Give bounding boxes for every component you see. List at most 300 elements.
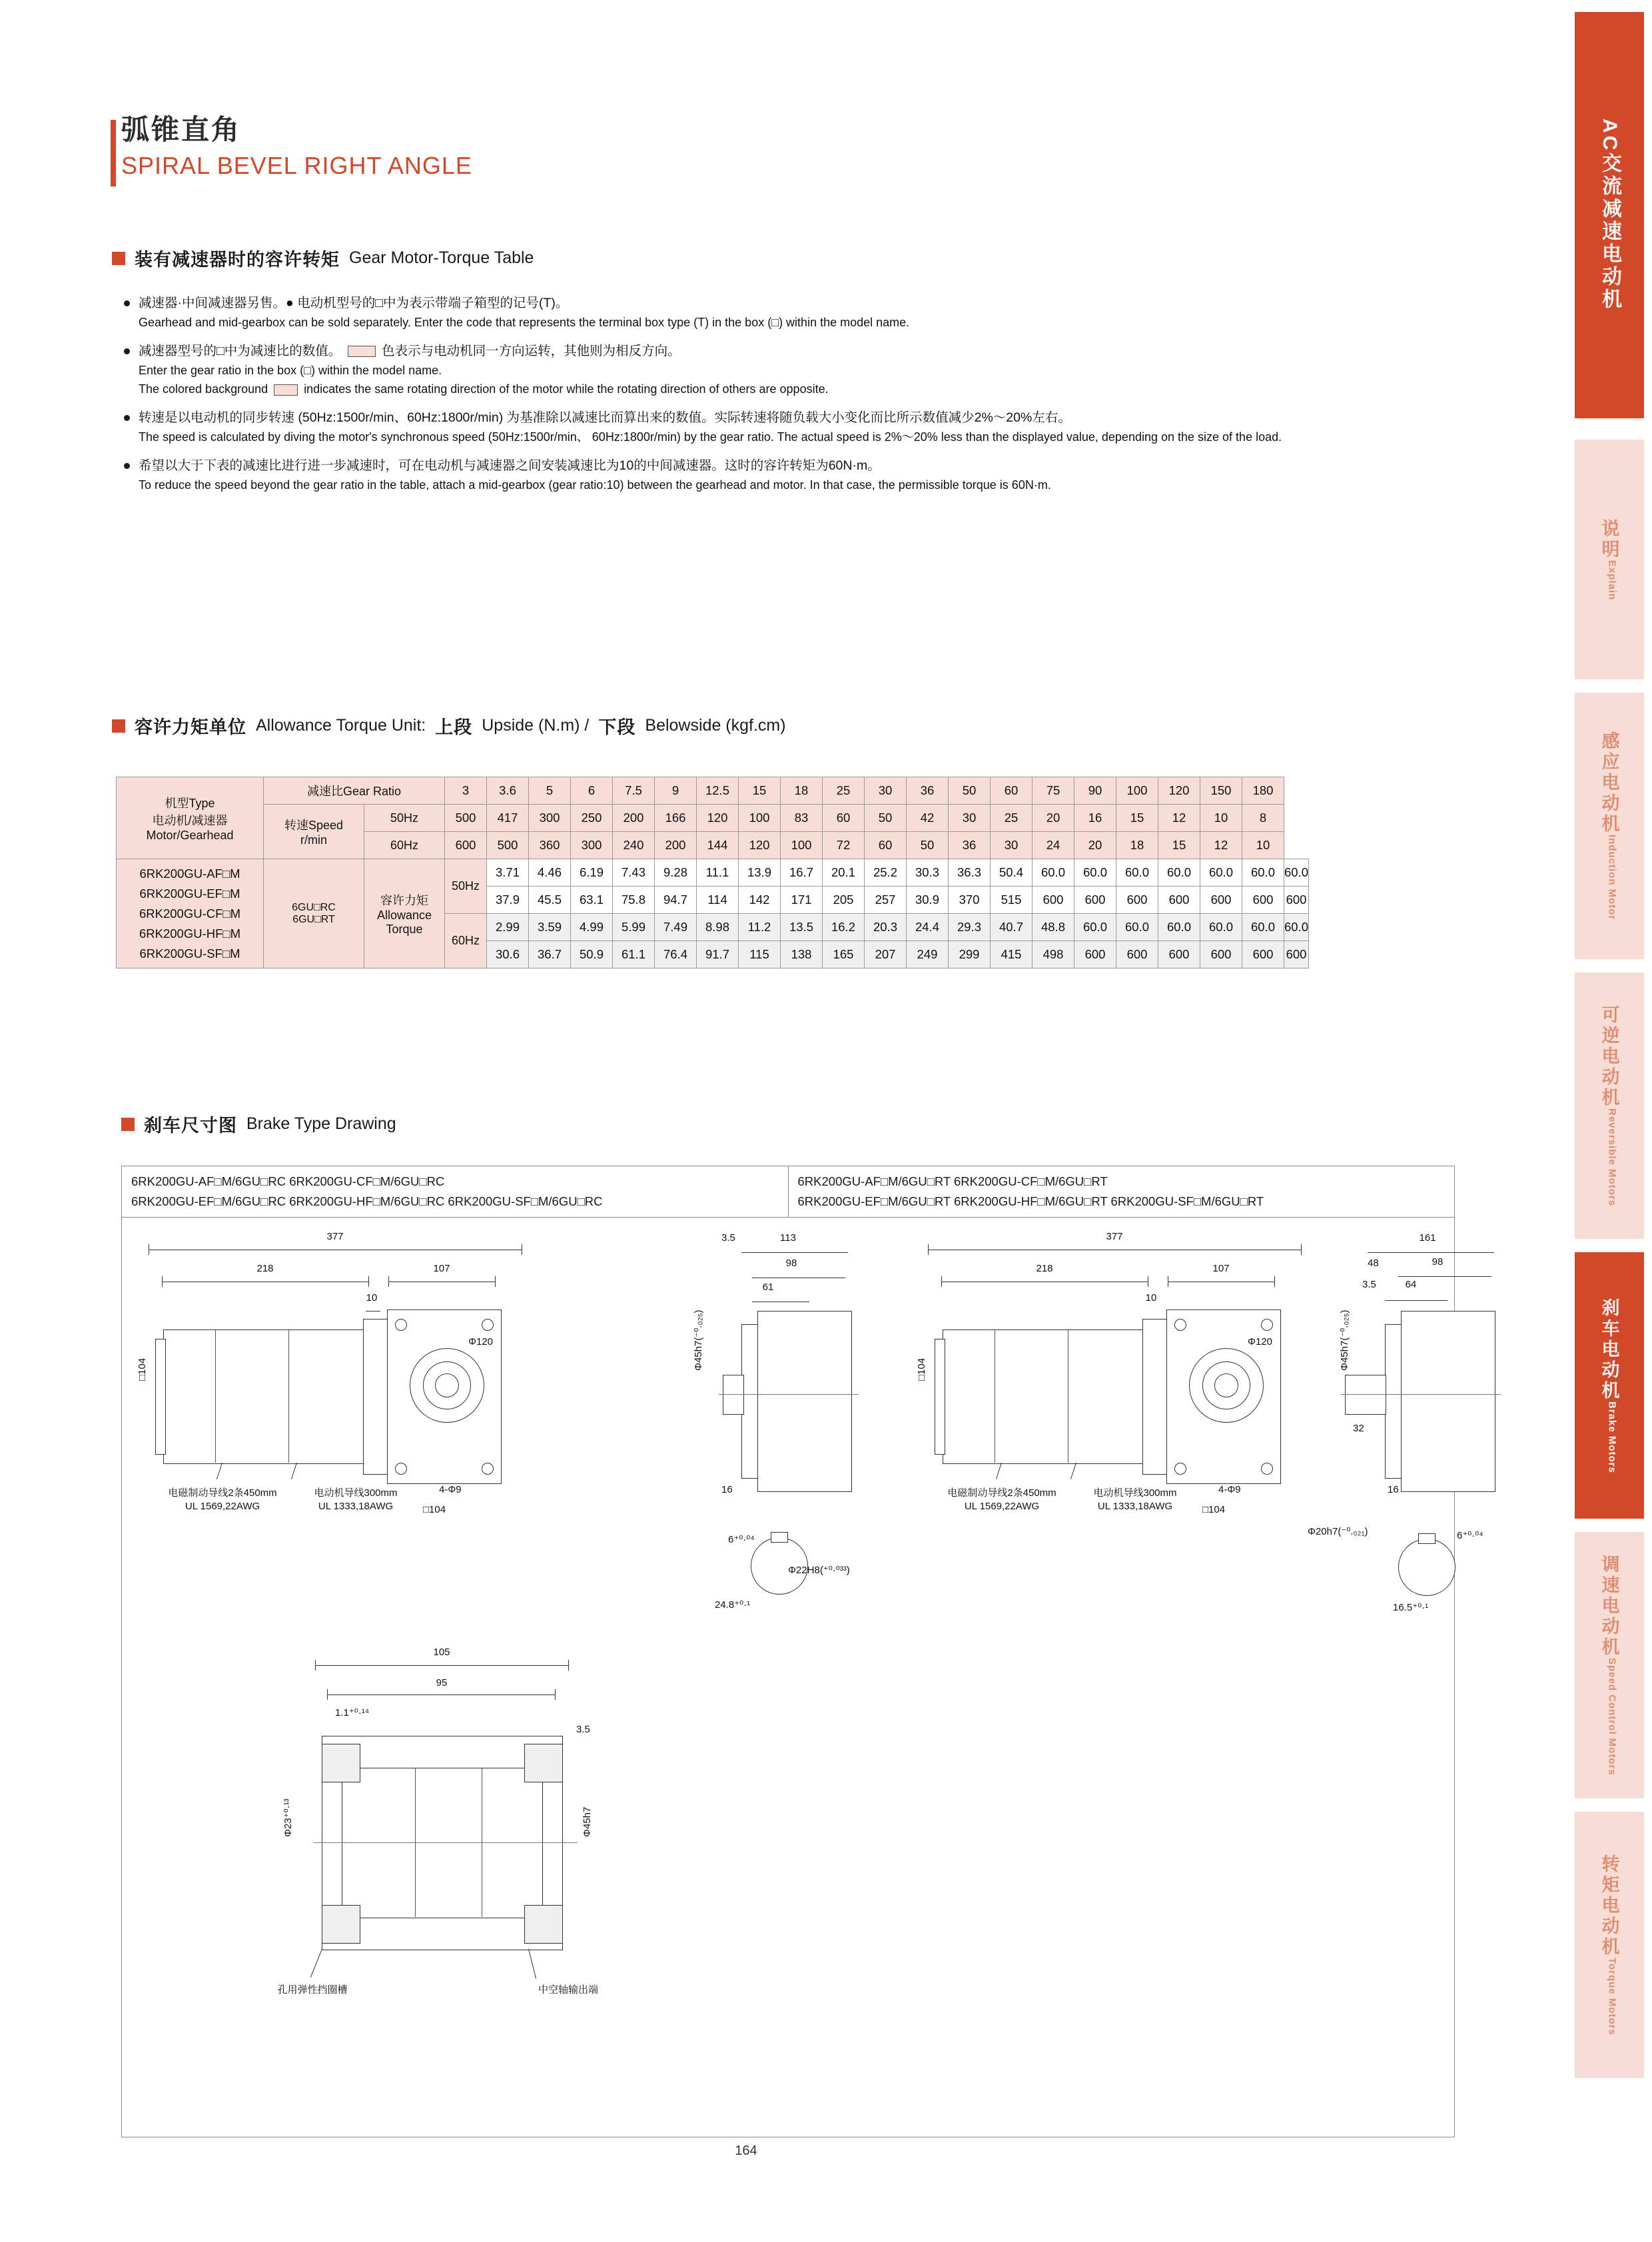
torque-cn: 容许力矩 [380,893,428,907]
type-line1: 机型Type [165,796,215,810]
speed-50hz-cell: 417 [487,805,529,832]
notes-list [121,293,1493,504]
page-title [121,113,472,180]
dim-98-rightsec: 98 [1432,1256,1444,1268]
speed-60hz-cell: 200 [655,832,697,859]
torque-60hz-kgf-cell: 600 [1200,941,1242,968]
dim-4phi9-right: 4-Φ9 [1218,1484,1241,1495]
dim-phi120-right: Φ120 [1248,1336,1272,1347]
rail-tab-explain-en: Explain [1606,560,1618,601]
ratio-header-cell: 7.5 [613,777,655,805]
dim-tick [495,1276,496,1287]
ratio-header-cell: 150 [1200,777,1242,805]
speed-50hz-cell: 60 [823,805,865,832]
dim-phi23: Φ23⁺⁰·¹³ [282,1798,294,1837]
torque-60hz-nm-cell: 7.49 [655,914,697,941]
speed-50hz-cell: 120 [697,805,739,832]
gear-code-cell [264,859,364,968]
section-shaft-right [1345,1375,1386,1415]
lead-motor-en: UL 1333,18AWG [1097,1501,1173,1512]
torque-60hz-label: 60Hz [445,914,487,968]
bolt-hole [395,1319,407,1331]
torque-60hz-kgf-cell: 138 [781,941,823,968]
torque-50hz-nm-cell: 20.1 [823,859,865,887]
dim-104-bottom-right: □104 [1202,1504,1226,1515]
key-detail-circle-right [1398,1539,1455,1596]
centerline-bottom [314,1842,578,1843]
gearhead-flange-left [363,1319,388,1475]
dim-104-side-left: □104 [137,1357,148,1381]
leader-line [310,1949,322,1978]
lead-motor-en: UL 1333,18AWG [318,1501,394,1512]
rail-tab-reversible-cn: 可逆电动机 [1599,1004,1619,1108]
dim-377-right: 377 [1106,1231,1123,1242]
torque-60hz-nm-cell: 13.5 [781,914,823,941]
torque-50hz-nm-cell: 60.0 [1074,859,1116,887]
note-cn-part1: 减速器型号的□中为减速比的数值。 [139,344,342,358]
torque-60hz-kgf-cell: 600 [1242,941,1284,968]
torque-60hz-nm-cell: 60.0 [1242,914,1284,941]
torque-60hz-nm-cell: 60.0 [1284,914,1309,941]
dim-32: 32 [1353,1423,1364,1434]
torque-60hz-kgf-cell: 249 [907,941,949,968]
speed-50hz-cell: 50 [865,805,907,832]
centerline [1341,1394,1501,1395]
ratio-header-cell: 30 [865,777,907,805]
speed-50hz-cell: 20 [1032,805,1074,832]
lead-brake-cn: 电磁制动导线2条450mm [168,1487,277,1499]
drawing-models-left-line2: 6RK200GU-EF□M/6GU□RC 6RK200GU-HF□M/6GU□RC 6RK200GU-SF□M/6GU□RC [131,1194,603,1208]
dim-tick [1274,1276,1275,1287]
dim-tick [1301,1244,1302,1255]
speed-50hz-cell: 300 [529,805,571,832]
torque-50hz-kgf-cell: 600 [1242,887,1284,914]
torque-60hz-nm-cell: 29.3 [949,914,991,941]
torque-60hz-kgf-cell: 415 [991,941,1032,968]
dim-105: 105 [433,1647,450,1658]
rail-tab-speed-en: Speed Control Motors [1606,1658,1618,1776]
torque-50hz-nm-cell: 60.0 [1116,859,1158,887]
note-en: The speed is calculated by diving the motor's synchronous speed (50Hz:1500r/min、 60Hz:1800r/min) by the gear ratio. The actual speed is 2%～20% less than the displayed value, depending on the size of the load. [139,430,1282,444]
speed-60hz-cell: 60 [865,832,907,859]
torque-50hz-kgf-cell: 114 [697,887,739,914]
lead-motor-cn: 电动机导线300mm [314,1487,398,1499]
torque-60hz-nm-cell: 5.99 [613,914,655,941]
note-en: Gearhead and mid-gearbox can be sold separately. Enter the code that represents the terminal box type (T) in the box (□) within the model name. [139,316,910,329]
note-en-part1: The colored background [139,382,268,396]
ratio-header-cell: 90 [1074,777,1116,805]
unit-upside-en: Upside (N.m) / [482,716,590,735]
dim-key6-right: 6⁺⁰·⁰⁴ [1457,1530,1483,1541]
torque-60hz-kgf-cell: 91.7 [697,941,739,968]
dim-48: 48 [1368,1258,1379,1269]
note-en-part2: indicates the same rotating direction of the motor while the rotating direction of others are opposite. [304,382,829,396]
ratio-header-cell: 36 [907,777,949,805]
rail-tab-speed-cn: 调速电动机 [1599,1555,1619,1659]
section-title-en: Gear Motor-Torque Table [349,248,534,267]
motor-divider [215,1329,216,1463]
lead-brake-cn: 电磁制动导线2条450mm [947,1487,1056,1499]
torque-50hz-kgf-cell: 94.7 [655,887,697,914]
dim-line-64 [1385,1300,1447,1301]
unit-title-cn: 容许力矩单位 [135,717,246,737]
rail-tab-reversible-en: Reversible Motors [1606,1108,1618,1207]
bolt-hole [1174,1319,1186,1331]
dim-tick [555,1689,556,1700]
speed-60hz-cell: 72 [823,832,865,859]
model-list-cell [117,859,264,968]
dim-61: 61 [762,1282,774,1293]
ratio-header-cell: 3 [445,777,487,805]
torque-50hz-kgf-cell: 257 [865,887,907,914]
model-name: 6RK200GU-EF□M [139,886,240,901]
torque-50hz-label: 50Hz [445,859,487,914]
keyway-left [771,1532,788,1543]
bearing-hatch [322,1744,360,1782]
centerline [719,1394,859,1395]
torque-60hz-kgf-cell: 600 [1074,941,1116,968]
dim-95: 95 [436,1677,448,1688]
ratio-header-cell: 18 [781,777,823,805]
dim-35-leftsec: 3.5 [721,1232,735,1244]
note-item [121,341,1493,398]
torque-50hz-kgf-cell: 30.9 [907,887,949,914]
motor-endcap-left [155,1339,166,1455]
torque-50hz-kgf-cell: 171 [781,887,823,914]
drawing-models-right-line2: 6RK200GU-EF□M/6GU□RT 6RK200GU-HF□M/6GU□RT 6RK200GU-SF□M/6GU□RT [797,1194,1264,1208]
brake-title-cn: 刹车尺寸图 [144,1116,237,1136]
torque-en2: Torque [386,922,423,936]
lead-brake-en: UL 1569,22AWG [185,1501,260,1512]
table-ratio-label: 减速比Gear Ratio [264,777,445,805]
dim-10-left: 10 [366,1292,378,1304]
type-line3: Motor/Gearhead [146,828,234,842]
model-name: 6RK200GU-SF□M [139,946,240,960]
dim-tick [162,1276,163,1287]
torque-50hz-nm-cell: 9.28 [655,859,697,887]
speed-60hz-cell: 360 [529,832,571,859]
section-heading-torque-table [112,245,534,271]
rail-tab-torque[interactable] [1575,1812,1644,2078]
dim-104-bottom-left: □104 [423,1504,446,1515]
ratio-header-cell: 120 [1158,777,1200,805]
speed-60hz-cell: 100 [781,832,823,859]
torque-50hz-kgf-cell: 75.8 [613,887,655,914]
dim-218-left: 218 [256,1263,274,1274]
ratio-header-cell: 75 [1032,777,1074,805]
torque-60hz-kgf-cell: 498 [1032,941,1074,968]
torque-50hz-nm-cell: 16.7 [781,859,823,887]
torque-60hz-nm-cell: 60.0 [1158,914,1200,941]
rail-tab-reversible[interactable] [1575,972,1644,1239]
bolt-hole [395,1463,407,1475]
lead-motor-cn: 电动机导线300mm [1093,1487,1177,1499]
lead-wire-brake [996,1463,1002,1479]
ratio-header-cell: 25 [823,777,865,805]
note-en-line2 [139,380,1493,398]
torque-50hz-kgf-cell: 600 [1116,887,1158,914]
gearhead-flange-right [1142,1319,1168,1475]
speed-60hz-cell: 144 [697,832,739,859]
torque-50hz-kgf-cell: 600 [1032,887,1074,914]
rail-tab-brake-cn: 刹车电动机 [1599,1298,1619,1401]
torque-60hz-nm-cell: 2.99 [487,914,529,941]
rail-tab-induction[interactable] [1575,693,1644,959]
ratio-header-cell: 180 [1242,777,1284,805]
torque-60hz-kgf-cell: 50.9 [571,941,613,968]
bolt-hole [1261,1463,1273,1475]
torque-60hz-nm-cell: 60.0 [1200,914,1242,941]
dim-104-side-right: □104 [916,1357,927,1381]
torque-60hz-nm-cell: 16.2 [823,914,865,941]
rail-tab-explain[interactable] [1575,440,1644,679]
section-body-right [1401,1311,1495,1492]
torque-50hz-nm-cell: 60.0 [1032,859,1074,887]
torque-50hz-nm-cell: 60.0 [1200,859,1242,887]
rail-tab-induction-en: Induction Motor [1606,835,1618,921]
torque-50hz-nm-cell: 7.43 [613,859,655,887]
ratio-header-cell: 15 [739,777,781,805]
bullet-square-icon [112,252,125,265]
keyway-right [1418,1533,1436,1544]
model-name: 6RK200GU-CF□M [139,906,240,921]
color-swatch-box-2 [274,384,298,396]
dim-tick [928,1244,929,1255]
torque-60hz-nm-cell: 4.99 [571,914,613,941]
speed-60hz-cell: 600 [445,832,487,859]
output-bore-inner-left [435,1373,459,1397]
torque-50hz-nm-cell: 3.71 [487,859,529,887]
dim-10-right: 10 [1145,1292,1157,1304]
rail-tab-torque-en: Torque Motors [1606,1958,1618,2036]
speed-60hz-cell: 500 [487,832,529,859]
hollow-shaft-bore [342,1768,543,1918]
brake-drawing-box [121,1166,1483,2137]
torque-60hz-kgf-cell: 36.7 [529,941,571,968]
dim-shaft-left: Φ45h7(⁻⁰.₀₂₅) [693,1309,704,1371]
torque-60hz-kgf-cell: 61.1 [613,941,655,968]
torque-60hz-nm-cell: 24.4 [907,914,949,941]
torque-50hz-kgf-cell: 63.1 [571,887,613,914]
dim-218-right: 218 [1036,1263,1053,1274]
dim-161: 161 [1419,1232,1436,1244]
torque-60hz-kgf-cell: 115 [739,941,781,968]
title-english: SPIRAL BEVEL RIGHT ANGLE [121,152,472,179]
table-type-label [117,777,264,859]
note-cn-part2: 色表示与电动机同一方向运转，其他则为相反方向。 [382,344,681,358]
unit-below-cn: 下段 [598,717,636,737]
section-flange-right [1385,1324,1402,1479]
dim-16-leftsec: 16 [721,1484,733,1495]
table-speed-label [264,805,364,859]
torque-50hz-nm-cell: 4.46 [529,859,571,887]
dim-shaft-right: Φ45h7(⁻⁰.₀₂₅) [1339,1309,1350,1371]
torque-50hz-nm-cell: 50.4 [991,859,1032,887]
dim-tick [941,1276,942,1287]
speed-50hz-label: 50Hz [364,805,445,832]
dim-107-left: 107 [433,1263,450,1274]
speed-50hz-cell: 25 [991,805,1032,832]
lead-wire-motor [291,1463,297,1479]
motor-divider [288,1329,289,1463]
lead-wire-motor [1070,1463,1076,1479]
section-body-left [757,1311,852,1492]
caption-retaining-groove: 孔用弹性挡圈槽 [277,1984,348,1996]
drawing-canvas [122,1218,1483,2137]
motor-endcap-right [935,1339,945,1455]
dim-tick [568,1660,569,1671]
note-item [121,408,1493,446]
model-name: 6RK200GU-HF□M [139,926,240,940]
dim-line-161 [1368,1252,1494,1253]
color-swatch-box [348,346,376,357]
ratio-header-cell: 6 [571,777,613,805]
rail-tab-induction-cn: 感应电动机 [1599,731,1619,835]
brake-title-en: Brake Type Drawing [246,1114,396,1133]
bearing-hatch [524,1744,563,1782]
dim-98-leftsec: 98 [785,1258,797,1269]
note-en-line1: Enter the gear ratio in the box (□) within the model name. [139,364,442,377]
torque-60hz-nm-cell: 60.0 [1074,914,1116,941]
torque-60hz-kgf-cell: 207 [865,941,907,968]
section-heading-unit [112,713,786,739]
bolt-hole [1174,1463,1186,1475]
motor-body-right [943,1329,1144,1464]
lead-brake-en: UL 1569,22AWG [964,1501,1040,1512]
title-chinese: 弧锥直角 [121,114,242,145]
dim-tick [388,1276,389,1287]
section-shaft-left [723,1375,744,1415]
torque-60hz-nm-cell: 48.8 [1032,914,1074,941]
speed-50hz-cell: 30 [949,805,991,832]
torque-50hz-kgf-cell: 600 [1074,887,1116,914]
dim-113: 113 [780,1232,796,1244]
lead-motor-caption-left [292,1487,419,1513]
rail-tab-brake-en: Brake Motors [1606,1401,1618,1473]
speed-50hz-cell: 10 [1200,805,1242,832]
torque-50hz-kgf-cell: 515 [991,887,1032,914]
speed-50hz-cell: 83 [781,805,823,832]
page-number: 164 [735,2143,757,2158]
bearing-hatch [524,1905,563,1944]
torque-50hz-nm-cell: 30.3 [907,859,949,887]
speed-50hz-cell: 100 [739,805,781,832]
unit-title-en: Allowance Torque Unit: [256,716,426,735]
dim-16-rightsec: 16 [1388,1484,1399,1495]
speed-50hz-cell: 166 [655,805,697,832]
section-heading-brake [121,1111,396,1137]
torque-60hz-kgf-cell: 600 [1116,941,1158,968]
drawing-model-header [122,1166,1454,1218]
dim-line-113 [741,1252,848,1253]
speed-line2: r/min [300,833,327,847]
dim-165: 16.5⁺⁰·¹ [1393,1602,1429,1613]
dim-22h8: Φ22H8(⁺⁰·⁰³³) [788,1565,850,1576]
note-cn-compound [139,341,1493,361]
rail-tab-brake[interactable] [1575,1252,1644,1519]
speed-50hz-cell: 12 [1158,805,1200,832]
model-name: 6RK200GU-AF□M [139,866,240,881]
drawing-models-left-line1: 6RK200GU-AF□M/6GU□RC 6RK200GU-CF□M/6GU□RC [131,1174,445,1188]
torque-50hz-kgf-cell: 600 [1284,887,1309,914]
rail-tab-main[interactable] [1575,12,1644,418]
torque-50hz-nm-cell: 25.2 [865,859,907,887]
output-bore-inner-right [1214,1373,1238,1397]
dim-35-bottom: 3.5 [576,1724,590,1735]
dim-tick [315,1660,316,1671]
speed-60hz-cell: 120 [739,832,781,859]
torque-en1: Allowance [376,908,432,922]
gear-code: 6GU□RC [292,901,336,913]
torque-table [116,777,1309,968]
torque-50hz-kgf-cell: 142 [739,887,781,914]
speed-50hz-cell: 200 [613,805,655,832]
dim-phi120-left: Φ120 [468,1336,493,1347]
torque-50hz-nm-cell: 60.0 [1284,859,1309,887]
rail-tab-explain-cn: 说明 [1599,518,1619,560]
ratio-header-cell: 100 [1116,777,1158,805]
rail-tab-speed[interactable] [1575,1532,1644,1798]
rail-tab-torque-cn: 转矩电动机 [1599,1854,1619,1958]
type-line2: 电动机/减速器 [152,813,228,827]
torque-60hz-nm-cell: 60.0 [1116,914,1158,941]
dim-377-left: 377 [326,1231,344,1242]
speed-60hz-cell: 15 [1158,832,1200,859]
dim-tick [368,1276,369,1287]
gear-code: 6GU□RT [292,913,335,925]
rail-tab-main-label: AC交流减速电动机 [1599,119,1621,312]
torque-50hz-kgf-cell: 37.9 [487,887,529,914]
torque-50hz-nm-cell: 13.9 [739,859,781,887]
dim-35-rightsec: 3.5 [1362,1279,1376,1290]
torque-60hz-nm-cell: 11.2 [739,914,781,941]
ratio-header-cell: 60 [991,777,1032,805]
lead-brake-caption-left [146,1487,299,1513]
speed-60hz-cell: 10 [1242,832,1284,859]
bolt-hole [482,1463,494,1475]
torque-60hz-kgf-cell: 165 [823,941,865,968]
dim-248: 24.8⁺⁰·¹ [715,1599,751,1611]
ratio-header-cell: 3.6 [487,777,529,805]
note-item [121,293,1493,332]
ratio-header-cell: 12.5 [697,777,739,805]
torque-50hz-kgf-cell: 205 [823,887,865,914]
motor-body-left [163,1329,364,1464]
unit-upside-cn: 上段 [435,717,473,737]
torque-60hz-kgf-cell: 30.6 [487,941,529,968]
speed-60hz-cell: 30 [991,832,1032,859]
torque-50hz-kgf-cell: 45.5 [529,887,571,914]
leader-line [528,1949,536,1979]
torque-50hz-nm-cell: 60.0 [1158,859,1200,887]
speed-50hz-cell: 8 [1242,805,1284,832]
lead-wire-brake [216,1463,222,1479]
dim-4phi9-left: 4-Φ9 [439,1484,462,1495]
dim-64: 64 [1405,1279,1417,1290]
speed-50hz-cell: 500 [445,805,487,832]
note-cn: 减速器·中间减速器另售。● 电动机型号的□中为表示带端子箱型的记号(T)。 [139,296,569,310]
section-divider [415,1768,416,1917]
bullet-square-icon [121,1118,135,1131]
torque-label-cell [364,859,445,968]
bearing-hatch [322,1905,360,1944]
torque-table-wrapper [116,777,1309,968]
torque-50hz-kgf-cell: 600 [1200,887,1242,914]
speed-60hz-cell: 50 [907,832,949,859]
dim-key6-left: 6⁺⁰·⁰⁴ [728,1534,755,1545]
ratio-header-cell: 5 [529,777,571,805]
bolt-hole [482,1319,494,1331]
